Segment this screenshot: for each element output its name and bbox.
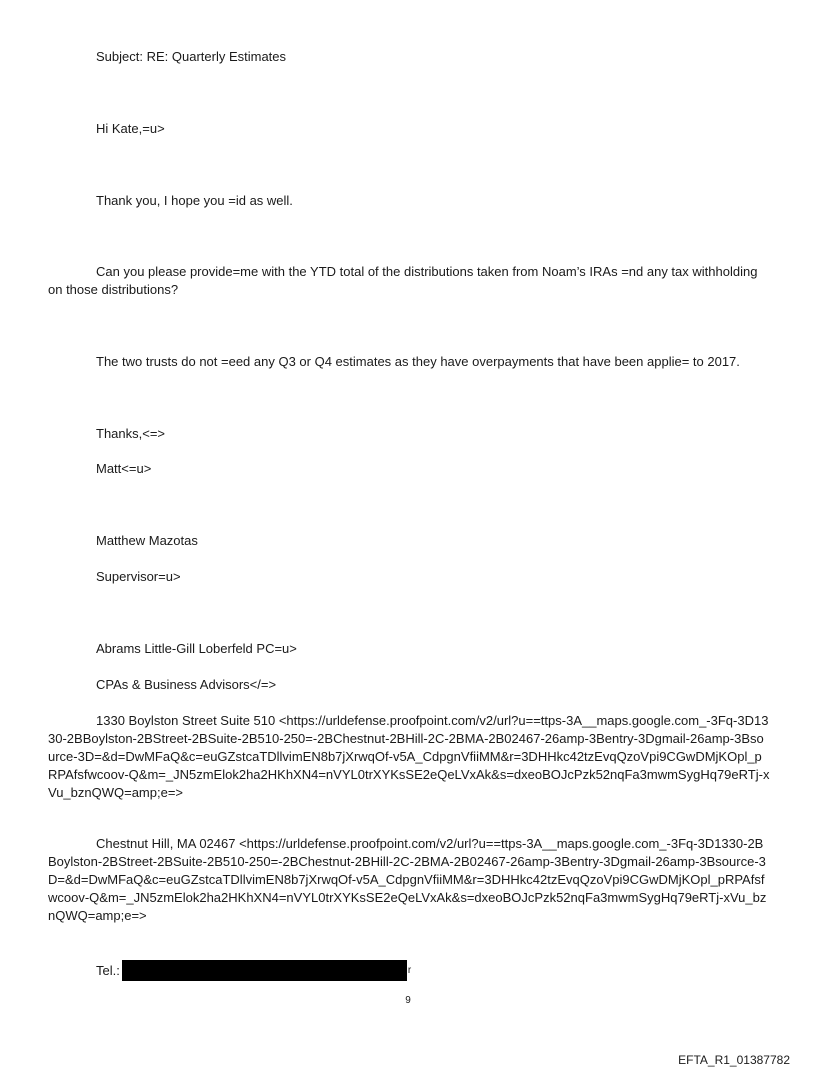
signature-title: Supervisor=u> [96, 569, 181, 584]
signature-tagline: CPAs & Business Advisors</=> [96, 677, 277, 692]
email-signoff: Thanks,<=> [96, 426, 166, 441]
email-greeting: Hi Kate,=u> [96, 121, 165, 136]
email-subject: Subject: RE: Quarterly Estimates [96, 49, 287, 64]
email-thanks-line: Thank you, I hope you =id as well. [96, 193, 293, 208]
signature-firm: Abrams Little-Gill Loberfeld PC=u> [96, 641, 297, 656]
telephone-tail: r [407, 964, 412, 976]
email-request-paragraph: Can you please provide=me with the YTD total of the distributions taken from Noam’s IRAs =nd any tax withholding on those distributions? [48, 264, 758, 297]
page-number: 9 [405, 995, 411, 1006]
signature-address-line-2: Chestnut Hill, MA 02467 <https://urldefense.proofpoint.com/v2/url?u==ttps-3A__maps.google.com_-3Fq-3D1330-2BBoylston-2BStreet-2BSuite-2B510-250=-2BChestnut-2BHill-2C-2BMA-2B02467-26amp-3Bentry-3Dgmail-26amp-3Bsource-3D=&d=DwMFaQ&c=euGZstcaTDllvimEN8b7jXrwqOf-v5A_CdpgnVfiiMM&r=3DHHkc42tzEvqQzoVpi9CGwDMjKOpl_pRPAfsfwcoov-Q&m=_JN5zmElok2ha2HKhXN4=nVYL0trXYKsSE2eQeLVxAk&s=dxeoBOJcPzk52nqFa3mwmSygHq79eRTj-xVu_bznQWQ=amp;e=> [48, 836, 767, 923]
signature-name: Matthew Mazotas [96, 533, 198, 548]
signature-address-line-1: 1330 Boylston Street Suite 510 <https://urldefense.proofpoint.com/v2/url?u==ttps-3A__maps.google.com_-3Fq-3D1330-2BBoylston-2BStreet-2BSuite-2B510-250=-2BChestnut-2BHill-2C-2BMA-2B02467-26amp-3Bentry-3Dgmail-26amp-3Bsource-3D=&d=DwMFaQ&c=euGZstcaTDllvimEN8b7jXrwqOf-v5A_CdpgnVfiiMM&r=3DHHkc42tzEvqQzoVpi9CGwDMjKOpl_pRPAfsfwcoov-Q&m=_JN5zmElok2ha2HKhXN4=nVYL0trXYKsSE2eQeLVxAk&s=dxeoBOJcPzk52nqFa3mwmSygHq79eRTj-xVu_bznQWQ=amp;e=> [48, 713, 770, 800]
document-id: EFTA_R1_01387782 [678, 1053, 790, 1067]
email-sender-short: Matt<=u> [96, 461, 152, 476]
signature-telephone-row [96, 960, 411, 981]
telephone-label: Tel.: [96, 962, 120, 978]
email-trusts-note: The two trusts do not =eed any Q3 or Q4 estimates as they have overpayments that have been applie= to 2017. [96, 354, 740, 369]
redaction-bar [122, 960, 407, 981]
